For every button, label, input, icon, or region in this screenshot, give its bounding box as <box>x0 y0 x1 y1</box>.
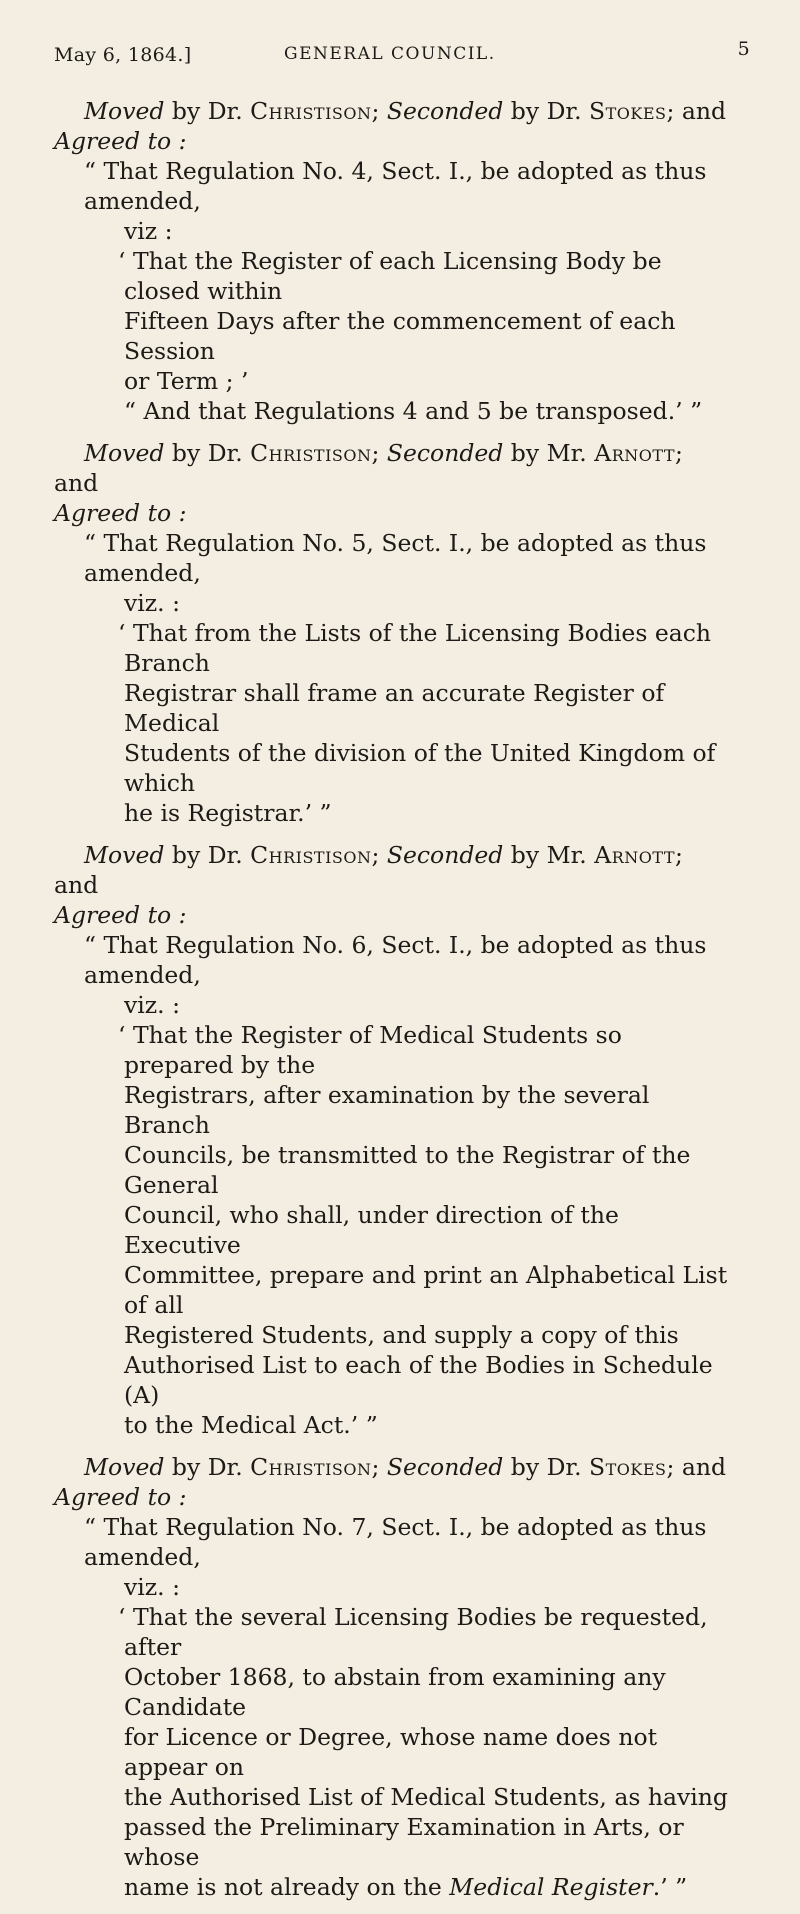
quote-line: or Term ; ’ <box>124 367 249 395</box>
quote-line: Committee, prepare and print an Alphabetical List of all <box>124 1261 728 1319</box>
motion-1 <box>54 96 728 426</box>
quote-line: ‘ That from the Lists of the Licensing Bodies each Branch <box>118 619 712 677</box>
motion-line <box>54 96 728 126</box>
seconded-label: Seconded <box>386 1453 504 1481</box>
motion-4 <box>54 1452 728 1902</box>
quote-line: Authorised List to each of the Bodies in Schedule (A) <box>124 1351 713 1409</box>
quote-line: Council, who shall, under direction of the Executive <box>124 1201 619 1259</box>
viz-label: viz. : <box>124 1573 181 1601</box>
seconded-by-text: by Mr. <box>503 841 595 869</box>
quote-line: ‘ That the several Licensing Bodies be requested, after <box>118 1603 708 1661</box>
quote-line: “ And that Regulations 4 and 5 be transposed.’ ” <box>124 397 703 425</box>
seconded-label: Seconded <box>386 841 504 869</box>
page-number: 5 <box>737 38 750 60</box>
quote-line: for Licence or Degree, whose name does not appear on <box>124 1723 658 1781</box>
agreed-to: Agreed to : <box>54 901 187 929</box>
moved-label: Moved <box>84 439 165 467</box>
and-text: ; and <box>666 97 727 125</box>
seconder-name: Stokes <box>589 97 667 125</box>
quote-line: ‘ That the Register of Medical Students so prepared by the <box>118 1021 622 1079</box>
seconded-label: Seconded <box>386 439 504 467</box>
separator: ; <box>371 97 387 125</box>
motion-line <box>54 1452 728 1482</box>
quote-line: Students of the division of the United Kingdom of which <box>124 739 716 797</box>
seconded-by-text: by Mr. <box>503 439 595 467</box>
last-line-prefix: name is not already on the <box>124 1873 450 1901</box>
seconded-label: Seconded <box>386 97 504 125</box>
body-text <box>54 96 728 1914</box>
quote-line: Fifteen Days after the commencement of each Session <box>124 307 676 365</box>
quote-line: to the Medical Act.’ ” <box>124 1411 378 1439</box>
resolution-text: “ That Regulation No. 4, Sect. I., be adopted as thus amended, <box>84 157 707 215</box>
viz-label: viz : <box>124 217 173 245</box>
motion-line <box>54 438 728 498</box>
medical-register-title: Medical Register <box>449 1873 653 1901</box>
moved-label: Moved <box>84 1453 165 1481</box>
moved-by-text: by Dr. <box>164 97 251 125</box>
quote-line: Registrar shall frame an accurate Register of Medical <box>124 679 665 737</box>
quote-line: he is Registrar.’ ” <box>124 799 332 827</box>
mover-name: Christison <box>250 439 372 467</box>
resolution-text: “ That Regulation No. 5, Sect. I., be adopted as thus amended, <box>84 529 707 587</box>
quote-line: passed the Preliminary Examination in Arts, or whose <box>124 1813 684 1871</box>
seconder-name: Arnott <box>594 439 676 467</box>
and-text: ; and <box>54 841 683 899</box>
moved-by-text: by Dr. <box>164 1453 251 1481</box>
agreed-to: Agreed to : <box>54 127 187 155</box>
seconder-name: Stokes <box>589 1453 667 1481</box>
resolution-text: “ That Regulation No. 7, Sect. I., be adopted as thus amended, <box>84 1513 707 1571</box>
quote-line: ‘ That the Register of each Licensing Body be closed within <box>118 247 662 305</box>
agreed-to: Agreed to : <box>54 1483 187 1511</box>
quote-line: October 1868, to abstain from examining any Candidate <box>124 1663 666 1721</box>
separator: ; <box>371 1453 387 1481</box>
moved-label: Moved <box>84 97 165 125</box>
moved-by-text: by Dr. <box>164 841 251 869</box>
quote-line: Registrars, after examination by the several Branch <box>124 1081 650 1139</box>
and-text: ; and <box>666 1453 727 1481</box>
seconded-by-text: by Dr. <box>503 1453 590 1481</box>
quote-line: the Authorised List of Medical Students, as having <box>124 1783 728 1811</box>
running-head <box>54 38 750 74</box>
last-line-suffix: .’ ” <box>652 1873 688 1901</box>
viz-label: viz. : <box>124 991 181 1019</box>
moved-by-text: by Dr. <box>164 439 251 467</box>
moved-label: Moved <box>84 841 165 869</box>
motion-2 <box>54 438 728 828</box>
quote-line: Councils, be transmitted to the Registrar of the General <box>124 1141 691 1199</box>
separator: ; <box>371 439 387 467</box>
agreed-to: Agreed to : <box>54 499 187 527</box>
seconded-by-text: by Dr. <box>503 97 590 125</box>
seconder-name: Arnott <box>594 841 676 869</box>
viz-label: viz. : <box>124 589 181 617</box>
quote-line-last <box>124 1872 728 1902</box>
motion-3 <box>54 840 728 1440</box>
header-title: GENERAL COUNCIL. <box>284 44 496 64</box>
mover-name: Christison <box>250 841 372 869</box>
separator: ; <box>371 841 387 869</box>
header-date: May 6, 1864.] <box>54 44 192 66</box>
mover-name: Christison <box>250 1453 372 1481</box>
mover-name: Christison <box>250 97 372 125</box>
resolution-text: “ That Regulation No. 6, Sect. I., be adopted as thus amended, <box>84 931 707 989</box>
and-text: ; and <box>54 439 683 497</box>
motion-line <box>54 840 728 900</box>
quote-line: Registered Students, and supply a copy of this <box>124 1321 679 1349</box>
